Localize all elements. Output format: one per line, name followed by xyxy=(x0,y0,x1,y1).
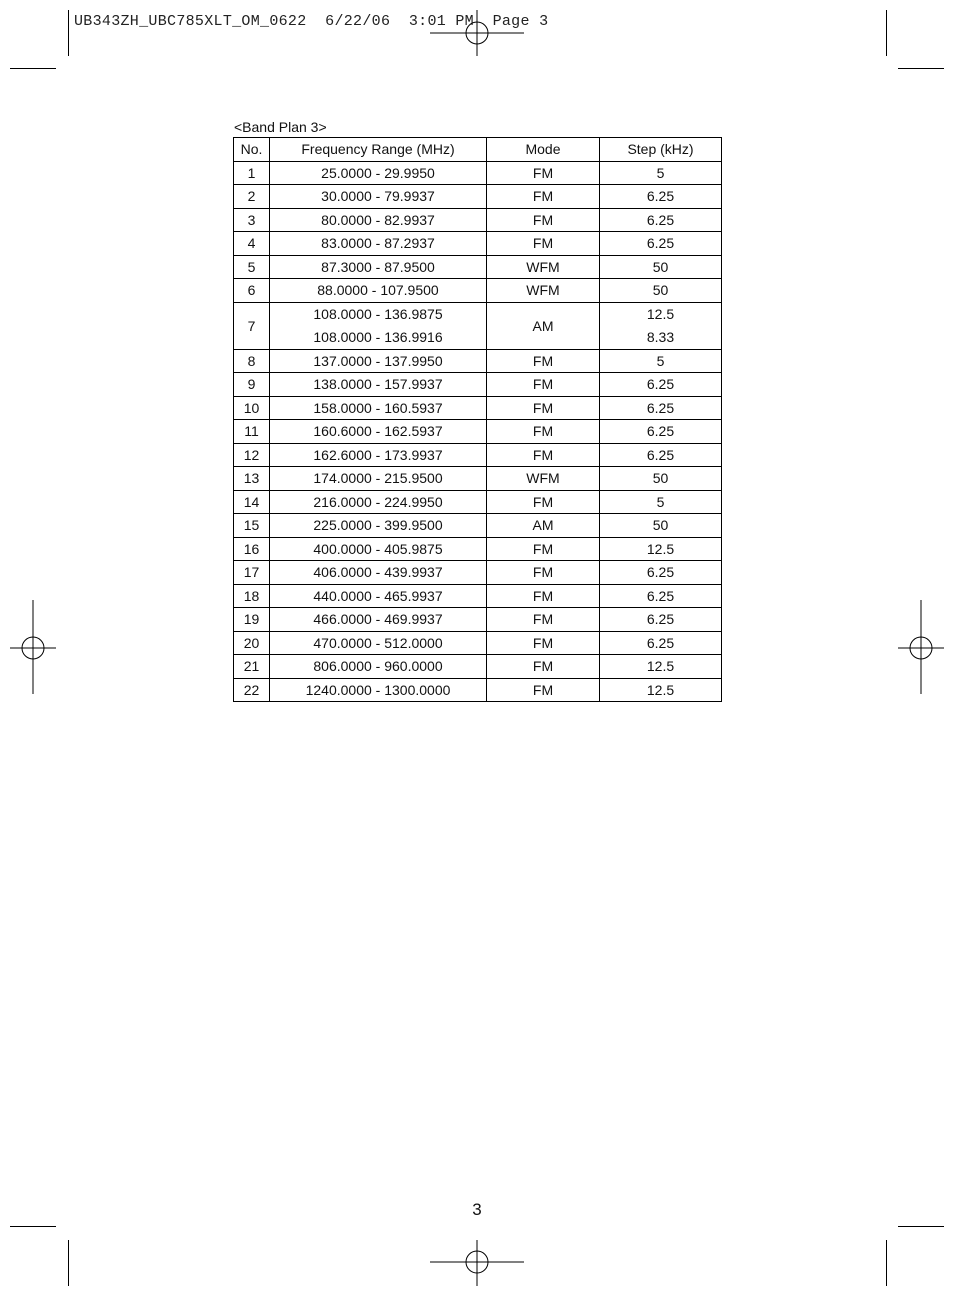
cell-range: 80.0000 - 82.9937 xyxy=(270,208,487,232)
registration-mark-left-icon xyxy=(10,600,56,694)
crop-mark xyxy=(886,10,887,56)
cell-range: 216.0000 - 224.9950 xyxy=(270,490,487,514)
table-row xyxy=(234,608,722,632)
cell-step-multi xyxy=(600,302,722,349)
cell-mode: FM xyxy=(487,208,600,232)
cell-no: 22 xyxy=(234,678,270,702)
table-row xyxy=(234,185,722,209)
cell-step: 6.25 xyxy=(600,396,722,420)
cell-no: 9 xyxy=(234,373,270,397)
cell-range-line: 108.0000 - 136.9916 xyxy=(313,328,443,345)
column-header-no: No. xyxy=(234,138,270,162)
cell-no: 21 xyxy=(234,655,270,679)
table-row xyxy=(234,514,722,538)
cell-mode: WFM xyxy=(487,467,600,491)
cell-step-line: 12.5 xyxy=(646,305,675,322)
column-header-step: Step (kHz) xyxy=(600,138,722,162)
cell-no: 20 xyxy=(234,631,270,655)
cell-mode: FM xyxy=(487,443,600,467)
crop-mark xyxy=(898,68,944,69)
cell-mode: FM xyxy=(487,232,600,256)
cell-step: 5 xyxy=(600,490,722,514)
table-row xyxy=(234,490,722,514)
cell-mode: FM xyxy=(487,537,600,561)
cell-no: 3 xyxy=(234,208,270,232)
cell-step: 6.25 xyxy=(600,420,722,444)
table-row xyxy=(234,678,722,702)
cell-mode: FM xyxy=(487,655,600,679)
cell-mode: WFM xyxy=(487,255,600,279)
table-row xyxy=(234,584,722,608)
table-row xyxy=(234,161,722,185)
cell-no: 5 xyxy=(234,255,270,279)
cell-mode: FM xyxy=(487,608,600,632)
cell-mode: FM xyxy=(487,561,600,585)
cell-mode: FM xyxy=(487,185,600,209)
cell-mode: FM xyxy=(487,349,600,373)
table-row xyxy=(234,396,722,420)
cell-no: 1 xyxy=(234,161,270,185)
cell-step: 12.5 xyxy=(600,537,722,561)
cell-step: 5 xyxy=(600,349,722,373)
cell-mode: WFM xyxy=(487,279,600,303)
cell-no: 19 xyxy=(234,608,270,632)
cell-range: 1240.0000 - 1300.0000 xyxy=(270,678,487,702)
cell-range: 470.0000 - 512.0000 xyxy=(270,631,487,655)
cell-range: 137.0000 - 137.9950 xyxy=(270,349,487,373)
cell-no: 13 xyxy=(234,467,270,491)
cell-step: 12.5 xyxy=(600,678,722,702)
table-row xyxy=(234,443,722,467)
cell-step: 6.25 xyxy=(600,584,722,608)
crop-mark xyxy=(10,1226,56,1227)
cell-no: 14 xyxy=(234,490,270,514)
cell-mode: FM xyxy=(487,584,600,608)
registration-mark-right-icon xyxy=(898,600,944,694)
registration-mark-bottom-icon xyxy=(430,1240,524,1286)
cell-no: 12 xyxy=(234,443,270,467)
cell-range: 806.0000 - 960.0000 xyxy=(270,655,487,679)
cell-step: 50 xyxy=(600,514,722,538)
cell-mode: FM xyxy=(487,490,600,514)
cell-mode: FM xyxy=(487,373,600,397)
cell-mode: AM xyxy=(487,302,600,349)
cell-no: 18 xyxy=(234,584,270,608)
cell-no: 7 xyxy=(234,302,270,349)
cell-step: 50 xyxy=(600,467,722,491)
cell-range: 83.0000 - 87.2937 xyxy=(270,232,487,256)
cell-step: 6.25 xyxy=(600,373,722,397)
cell-range: 406.0000 - 439.9937 xyxy=(270,561,487,585)
table-row xyxy=(234,208,722,232)
cell-mode: AM xyxy=(487,514,600,538)
cell-range: 30.0000 - 79.9937 xyxy=(270,185,487,209)
cell-range: 25.0000 - 29.9950 xyxy=(270,161,487,185)
table-row xyxy=(234,631,722,655)
column-header-frequency-range: Frequency Range (MHz) xyxy=(270,138,487,162)
cell-step: 6.25 xyxy=(600,608,722,632)
cell-range: 225.0000 - 399.9500 xyxy=(270,514,487,538)
crop-mark xyxy=(68,1240,69,1286)
crop-mark xyxy=(68,10,69,56)
cell-no: 16 xyxy=(234,537,270,561)
cell-range: 158.0000 - 160.5937 xyxy=(270,396,487,420)
cell-mode: FM xyxy=(487,678,600,702)
registration-mark-top-icon xyxy=(430,10,524,56)
table-row xyxy=(234,467,722,491)
cell-no: 15 xyxy=(234,514,270,538)
cell-range: 162.6000 - 173.9937 xyxy=(270,443,487,467)
cell-range: 174.0000 - 215.9500 xyxy=(270,467,487,491)
cell-mode: FM xyxy=(487,420,600,444)
cell-no: 17 xyxy=(234,561,270,585)
cell-step: 6.25 xyxy=(600,185,722,209)
table-row xyxy=(234,420,722,444)
crop-mark xyxy=(10,68,56,69)
cell-range: 138.0000 - 157.9937 xyxy=(270,373,487,397)
table-row xyxy=(234,561,722,585)
cell-step: 50 xyxy=(600,279,722,303)
table-header-row xyxy=(234,138,722,162)
cell-no: 11 xyxy=(234,420,270,444)
cell-range: 466.0000 - 469.9937 xyxy=(270,608,487,632)
cell-no: 4 xyxy=(234,232,270,256)
cell-mode: FM xyxy=(487,161,600,185)
cell-no: 6 xyxy=(234,279,270,303)
cell-step: 6.25 xyxy=(600,443,722,467)
table-row xyxy=(234,279,722,303)
cell-range: 88.0000 - 107.9500 xyxy=(270,279,487,303)
cell-step: 6.25 xyxy=(600,561,722,585)
cell-mode: FM xyxy=(487,631,600,655)
cell-range: 87.3000 - 87.9500 xyxy=(270,255,487,279)
cell-step: 12.5 xyxy=(600,655,722,679)
cell-step: 6.25 xyxy=(600,631,722,655)
page-number: 3 xyxy=(472,1200,482,1219)
cell-no: 2 xyxy=(234,185,270,209)
cell-step: 6.25 xyxy=(600,208,722,232)
table-row xyxy=(234,232,722,256)
cell-step: 50 xyxy=(600,255,722,279)
table-row xyxy=(234,302,722,349)
table-caption: <Band Plan 3> xyxy=(234,119,327,135)
cell-no: 8 xyxy=(234,349,270,373)
table-row xyxy=(234,655,722,679)
cell-mode: FM xyxy=(487,396,600,420)
cell-range: 440.0000 - 465.9937 xyxy=(270,584,487,608)
cell-range: 400.0000 - 405.9875 xyxy=(270,537,487,561)
band-plan-table xyxy=(233,137,722,702)
cell-range-multi xyxy=(270,302,487,349)
cell-step: 6.25 xyxy=(600,232,722,256)
table-row xyxy=(234,373,722,397)
column-header-mode: Mode xyxy=(487,138,600,162)
crop-mark xyxy=(898,1226,944,1227)
table-row xyxy=(234,255,722,279)
cell-step-line: 8.33 xyxy=(646,328,675,345)
cell-range-line: 108.0000 - 136.9875 xyxy=(313,305,443,322)
print-slug: UB343ZH_UBC785XLT_OM_0622 6/22/06 3:01 PM Page 3 xyxy=(74,13,549,30)
cell-step: 5 xyxy=(600,161,722,185)
crop-mark xyxy=(886,1240,887,1286)
cell-range: 160.6000 - 162.5937 xyxy=(270,420,487,444)
cell-no: 10 xyxy=(234,396,270,420)
table-row xyxy=(234,349,722,373)
table-row xyxy=(234,537,722,561)
